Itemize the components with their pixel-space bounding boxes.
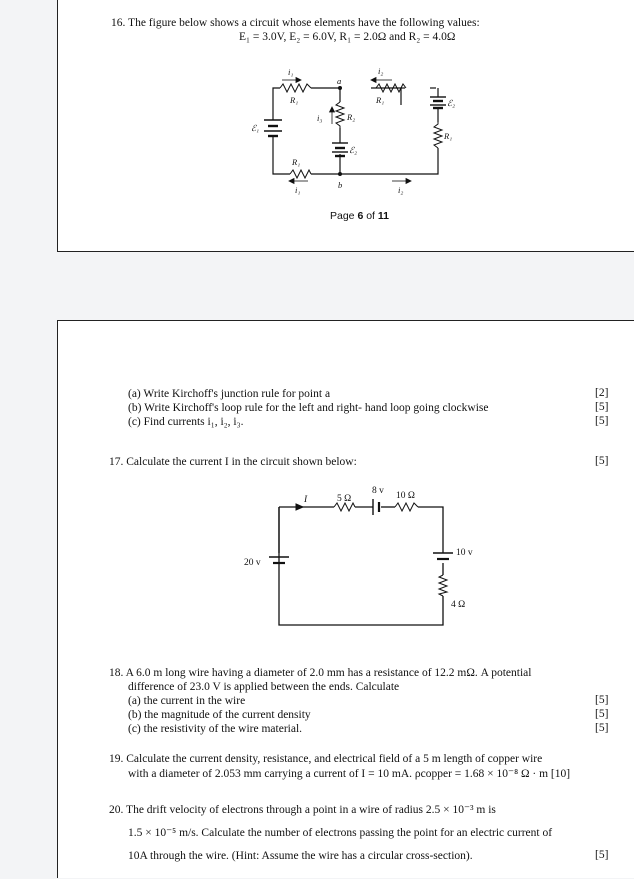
page-6: [57, 0, 634, 252]
q17-text: 17. Calculate the current I in the circuit shown below:: [109, 456, 357, 468]
label-i2-bottom: i₂: [398, 185, 404, 195]
page-footer: Page 6 of 11: [330, 210, 389, 222]
q16-part-a: (a) Write Kirchoff's junction rule for point a: [128, 388, 331, 400]
q18-part-a: (a) the current in the wire: [128, 695, 246, 707]
q20-mark: [5]: [595, 849, 609, 861]
resistor-10-ohm: [395, 503, 418, 511]
resistor-r1-right: [434, 122, 442, 148]
q18-part-a-mark: [5]: [595, 694, 609, 706]
q16-values: E₁ = 3.0V, E₂ = 6.0V, R₁ = 2.0Ω and R₂ = 4.0Ω: [239, 31, 456, 43]
label-8-volt: 8 v: [372, 486, 384, 496]
q19-line1: 19. Calculate the current density, resistance, and electrical field of a 5 m length of copper wire: [109, 753, 543, 765]
resistor-5-ohm: [334, 503, 355, 511]
q18-part-b: (b) the magnitude of the current density: [128, 709, 311, 721]
q19-line2: with a diameter of 2.053 mm carrying a current of I = 10 mA. ρcopper = 1.68 × 10⁻⁸ Ω · m [10]: [128, 768, 571, 780]
q20-line2: 1.5 × 10⁻⁵ m/s. Calculate the number of electrons passing the point for an electric current of: [128, 827, 553, 839]
q16-part-c-mark: [5]: [595, 415, 609, 427]
q16-part-b-mark: [5]: [595, 401, 609, 413]
resistor-r1-top-left: [280, 84, 311, 92]
label-i3: i₃: [317, 113, 323, 123]
label-current-i: I: [304, 495, 308, 505]
q18-part-c-mark: [5]: [595, 722, 609, 734]
current-page-number: 6: [357, 210, 364, 222]
label-r1-right: R₁: [444, 131, 453, 141]
label-i1-top: i₁: [288, 67, 294, 77]
q20-line1: 20. The drift velocity of electrons through a point in a wire of radius 2.5 × 10⁻³ m is: [109, 804, 496, 816]
q17-circuit-diagram: [58, 321, 634, 879]
q18-line1: 18. A 6.0 m long wire having a diameter of 2.0 mm has a resistance of 12.2 mΩ. A potential: [109, 667, 532, 679]
label-4-ohm: 4 Ω: [451, 600, 466, 610]
page-7: [57, 320, 634, 878]
current-arrow: [296, 504, 303, 510]
resistor-r1-bottom: [290, 170, 311, 178]
label-a: a: [337, 76, 342, 86]
label-r1-top-right: R₁: [376, 95, 385, 105]
label-10-ohm: 10 Ω: [396, 491, 415, 501]
q18-line2: difference of 23.0 V is applied between the ends. Calculate: [128, 681, 400, 693]
q16-part-b: (b) Write Kirchoff's loop rule for the left and right- hand loop going clockwise: [128, 402, 489, 414]
q20-line3: 10A through the wire. (Hint: Assume the wire has a circular cross-section).: [128, 850, 473, 862]
label-r1-top-left: R₁: [290, 95, 299, 105]
label-i1-bottom: i₁: [295, 185, 301, 195]
resistor-r2: [336, 102, 344, 128]
label-b: b: [338, 180, 343, 190]
label-i2-top: i₂: [378, 66, 384, 76]
total-pages: 11: [377, 210, 389, 222]
label-5-ohm: 5 Ω: [337, 494, 352, 504]
q18-part-b-mark: [5]: [595, 708, 609, 720]
resistor-4-ohm: [439, 575, 447, 596]
q16-intro: 16. The figure below shows a circuit whose elements have the following values:: [111, 17, 480, 29]
label-20-volt: 20 v: [244, 558, 261, 568]
q16-part-c: (c) Find currents i₁, i₂, i₃.: [128, 416, 244, 428]
label-e2-right: ℰ₂: [447, 98, 456, 108]
q18-part-c: (c) the resistivity of the wire material.: [128, 723, 303, 735]
label-e2-mid: ℰ₂: [349, 145, 358, 155]
label-r2: R₂: [347, 112, 356, 122]
label-10-volt: 10 v: [456, 548, 473, 558]
q17-mark: [5]: [595, 455, 609, 467]
label-r1-bottom: R₁: [292, 157, 301, 167]
q16-part-a-mark: [2]: [595, 387, 609, 399]
label-e1: ℰ₁: [251, 123, 260, 133]
